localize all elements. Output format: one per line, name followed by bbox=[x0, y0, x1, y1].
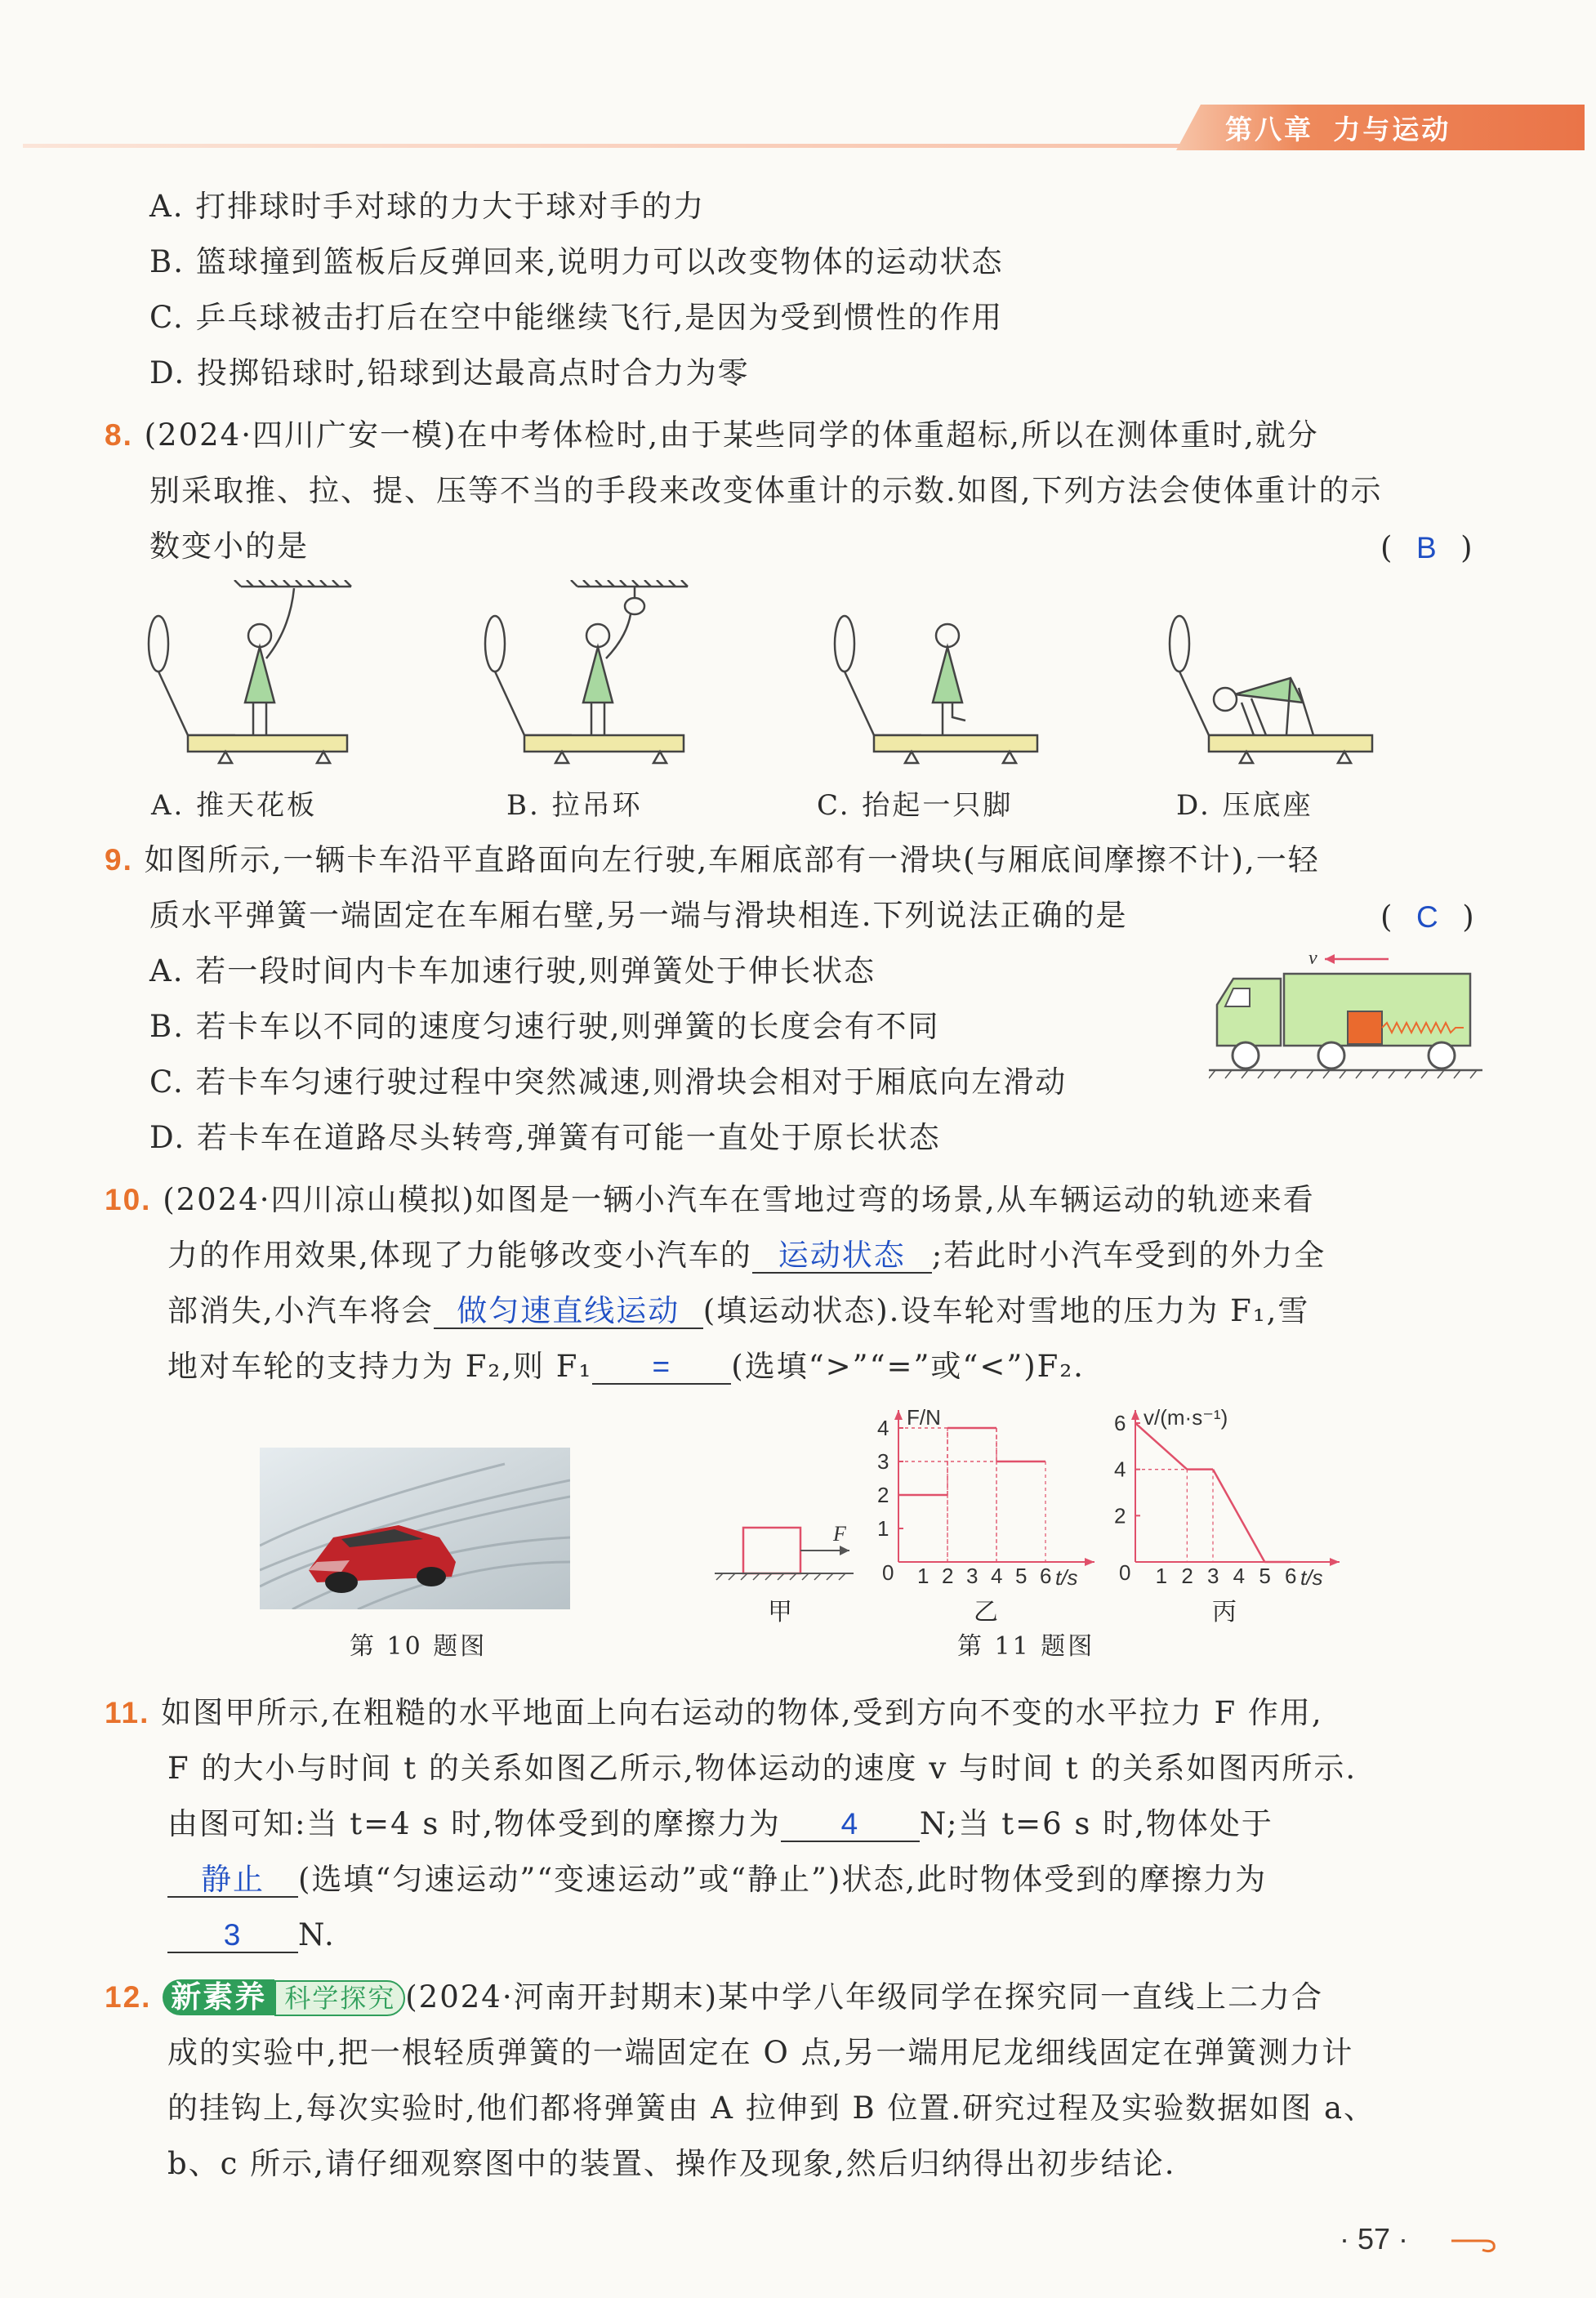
q8-figures bbox=[139, 580, 1380, 776]
fig11-jia-label: 甲 bbox=[768, 1598, 795, 1626]
y-axis-label: v/(m·s⁻¹) bbox=[1144, 1405, 1228, 1430]
q11-text: 由图可知:当 t=4 s 时,物体受到的摩擦力为 bbox=[167, 1806, 781, 1841]
q10-text: (2024·四川凉山模拟)如图是一辆小汽车在雪地过弯的场景,从车辆运动的轨迹来看 bbox=[163, 1182, 1315, 1217]
q12-line-2: 成的实验中,把一根轻质弹簧的一端固定在 O 点,另一端用尼龙细线固定在弹簧测力计 bbox=[167, 2035, 1354, 2070]
q12-line-1 bbox=[105, 1977, 1323, 2018]
q10-blank-1[interactable]: 运动状态 bbox=[752, 1239, 932, 1274]
q8-caption-c: C. 抬起一只脚 bbox=[817, 789, 1014, 822]
page-number: · 57 · bbox=[1340, 2222, 1409, 2256]
x-tick-label: 1 bbox=[917, 1564, 930, 1588]
question-number: 12. bbox=[105, 1980, 152, 2014]
x-axis-label: t/s bbox=[1055, 1565, 1078, 1590]
chapter-name: 力与运动 bbox=[1333, 114, 1451, 145]
y-tick-label: 4 bbox=[877, 1416, 889, 1440]
y-tick-label: 2 bbox=[1114, 1503, 1126, 1528]
fig10-caption: 第 10 题图 bbox=[350, 1632, 488, 1661]
q9-option-a: A. 若一段时间内卡车加速行驶,则弹簧处于伸长状态 bbox=[149, 953, 876, 988]
q11-line-4 bbox=[167, 1859, 1267, 1900]
y-tick-label: 4 bbox=[1114, 1457, 1126, 1482]
q12-text: (2024·河南开封期末)某中学八年级同学在探究同一直线上二力合 bbox=[405, 1979, 1324, 2015]
q11-text: 如图甲所示,在粗糙的水平地面上向右运动的物体,受到方向不变的水平拉力 F 作用, bbox=[161, 1695, 1323, 1730]
snow-car-photo bbox=[260, 1448, 570, 1609]
q9-answer-bracket: ( C ) bbox=[1380, 899, 1476, 935]
q10-text: (选填“>”“=”或“<”)F₂. bbox=[731, 1349, 1085, 1384]
q8-answer-bracket: ( B ) bbox=[1380, 530, 1474, 565]
q9-option-b: B. 若卡车以不同的速度匀速行驶,则弹簧的长度会有不同 bbox=[149, 1009, 940, 1044]
q10-text: ;若此时小汽车受到的外力全 bbox=[931, 1238, 1326, 1273]
series-segment bbox=[1213, 1470, 1264, 1562]
q10-text: 部消失,小汽车将会 bbox=[167, 1293, 434, 1328]
q11-blank-3[interactable]: 3 bbox=[167, 1919, 298, 1953]
origin-label: 0 bbox=[882, 1560, 894, 1585]
x-tick-label: 4 bbox=[991, 1564, 1003, 1588]
q8-line-2: 别采取推、拉、提、压等不当的手段来改变体重计的示数.如图,下列方法会使体重计的示 bbox=[149, 473, 1383, 508]
x-tick-label: 6 bbox=[1285, 1564, 1297, 1588]
q10-blank-3[interactable]: = bbox=[592, 1350, 731, 1385]
q10-line-2 bbox=[167, 1235, 1326, 1276]
q9-option-d: D. 若卡车在道路尽头转弯,弹簧有可能一直处于原长状态 bbox=[149, 1120, 941, 1155]
badge-new-literacy: 新素养 bbox=[163, 1979, 274, 2015]
x-tick-label: 6 bbox=[1040, 1564, 1052, 1588]
q8-answer: B bbox=[1415, 531, 1438, 564]
series-segment bbox=[1135, 1423, 1187, 1470]
chapter-title bbox=[1225, 109, 1451, 147]
q11-line-3 bbox=[167, 1804, 1273, 1845]
q9-line-1 bbox=[105, 840, 1320, 881]
y-tick-label: 3 bbox=[877, 1449, 889, 1474]
q9-answer: C bbox=[1415, 900, 1440, 934]
fig11-jia bbox=[711, 1503, 858, 1593]
badge-science-inquiry: 科学探究 bbox=[274, 1980, 405, 2016]
x-tick-label: 5 bbox=[1259, 1564, 1271, 1588]
x-tick-label: 2 bbox=[942, 1564, 954, 1588]
q7-option-b: B. 篮球撞到篮板后反弹回来,说明力可以改变物体的运动状态 bbox=[149, 244, 1004, 279]
page-curl-icon bbox=[1450, 2229, 1499, 2253]
fig11-bing-chart bbox=[1111, 1402, 1348, 1595]
y-axis-label: F/N bbox=[907, 1405, 941, 1430]
x-tick-label: 1 bbox=[1155, 1564, 1168, 1588]
q10-text: (填运动状态).设车轮对雪地的压力为 F₁,雪 bbox=[702, 1293, 1310, 1328]
x-axis-label: t/s bbox=[1300, 1565, 1323, 1590]
q11-line-2: F 的大小与时间 t 的关系如图乙所示,物体运动的速度 v 与时间 t 的关系如图丙所示. bbox=[167, 1751, 1357, 1786]
velocity-label: v bbox=[1308, 948, 1317, 969]
q10-blank-2[interactable]: 做匀速直线运动 bbox=[434, 1295, 703, 1329]
question-number: 10. bbox=[105, 1183, 152, 1216]
y-tick-label: 1 bbox=[877, 1516, 889, 1541]
q11-line-5 bbox=[167, 1915, 336, 1956]
question-number: 11. bbox=[105, 1696, 150, 1729]
q11-text: (选填“匀速运动”“变速运动”或“静止”)状态,此时物体受到的摩擦力为 bbox=[298, 1862, 1268, 1897]
q11-line-1 bbox=[105, 1693, 1323, 1734]
question-number: 8. bbox=[105, 418, 133, 452]
q10-line-1 bbox=[105, 1180, 1315, 1220]
q8-line-1 bbox=[105, 415, 1319, 456]
q10-line-4 bbox=[167, 1346, 1085, 1387]
x-tick-label: 4 bbox=[1233, 1564, 1246, 1588]
fig11-yi-label: 乙 bbox=[974, 1598, 1001, 1626]
q10-text: 力的作用效果,体现了力能够改变小汽车的 bbox=[167, 1238, 752, 1273]
x-tick-label: 3 bbox=[1207, 1564, 1219, 1588]
q9-truck-figure bbox=[1209, 948, 1487, 1087]
x-tick-label: 3 bbox=[966, 1564, 979, 1588]
q9-line-2: 质水平弹簧一端固定在车厢右壁,另一端与滑块相连.下列说法正确的是 bbox=[149, 898, 1128, 933]
q10-line-3 bbox=[167, 1291, 1309, 1332]
q11-text: N;当 t=6 s 时,物体处于 bbox=[919, 1806, 1273, 1841]
q9-option-c: C. 若卡车匀速行驶过程中突然减速,则滑块会相对于厢底向左滑动 bbox=[149, 1064, 1068, 1100]
q10-text: 地对车轮的支持力为 F₂,则 F₁ bbox=[167, 1349, 593, 1384]
fig11-yi-chart bbox=[874, 1402, 1103, 1595]
q11-blank-1[interactable]: 4 bbox=[781, 1808, 920, 1842]
q11-blank-2[interactable]: 静止 bbox=[167, 1863, 298, 1898]
origin-label: 0 bbox=[1119, 1560, 1131, 1585]
y-tick-label: 2 bbox=[877, 1483, 889, 1507]
fig11-bing-label: 丙 bbox=[1212, 1598, 1239, 1626]
q8-caption-d: D. 压底座 bbox=[1176, 789, 1313, 822]
q12-line-4: b、c 所示,请仔细观察图中的装置、操作及现象,然后归纳得出初步结论. bbox=[167, 2146, 1176, 2181]
force-label: F bbox=[833, 1522, 846, 1546]
q12-line-3: 的挂钩上,每次实验时,他们都将弹簧由 A 拉伸到 B 位置.研究过程及实验数据如图 a、 bbox=[167, 2091, 1376, 2126]
fig11-caption: 第 11 题图 bbox=[957, 1632, 1095, 1661]
q7-option-c: C. 乒乓球被击打后在空中能继续飞行,是因为受到惯性的作用 bbox=[149, 300, 1004, 335]
q8-caption-a: A. 推天花板 bbox=[151, 789, 318, 822]
question-number: 9. bbox=[105, 843, 133, 877]
y-tick-label: 6 bbox=[1114, 1411, 1126, 1435]
x-tick-label: 5 bbox=[1015, 1564, 1028, 1588]
q7-option-d: D. 投掷铅球时,铅球到达最高点时合力为零 bbox=[149, 355, 750, 390]
chapter-number: 第八章 bbox=[1225, 114, 1313, 145]
x-tick-label: 2 bbox=[1181, 1564, 1193, 1588]
q8-caption-b: B. 拉吊环 bbox=[506, 789, 643, 822]
q8-line-3: 数变小的是 bbox=[149, 529, 309, 564]
q11-text: N. bbox=[298, 1917, 336, 1952]
q7-option-a: A. 打排球时手对球的力大于球对手的力 bbox=[149, 189, 706, 224]
q8-text: (2024·四川广安一模)在中考体检时,由于某些同学的体重超标,所以在测体重时,就分 bbox=[144, 417, 1319, 453]
q9-text: 如图所示,一辆卡车沿平直路面向左行驶,车厢底部有一滑块(与厢底间摩擦不计),一轻 bbox=[144, 842, 1320, 877]
